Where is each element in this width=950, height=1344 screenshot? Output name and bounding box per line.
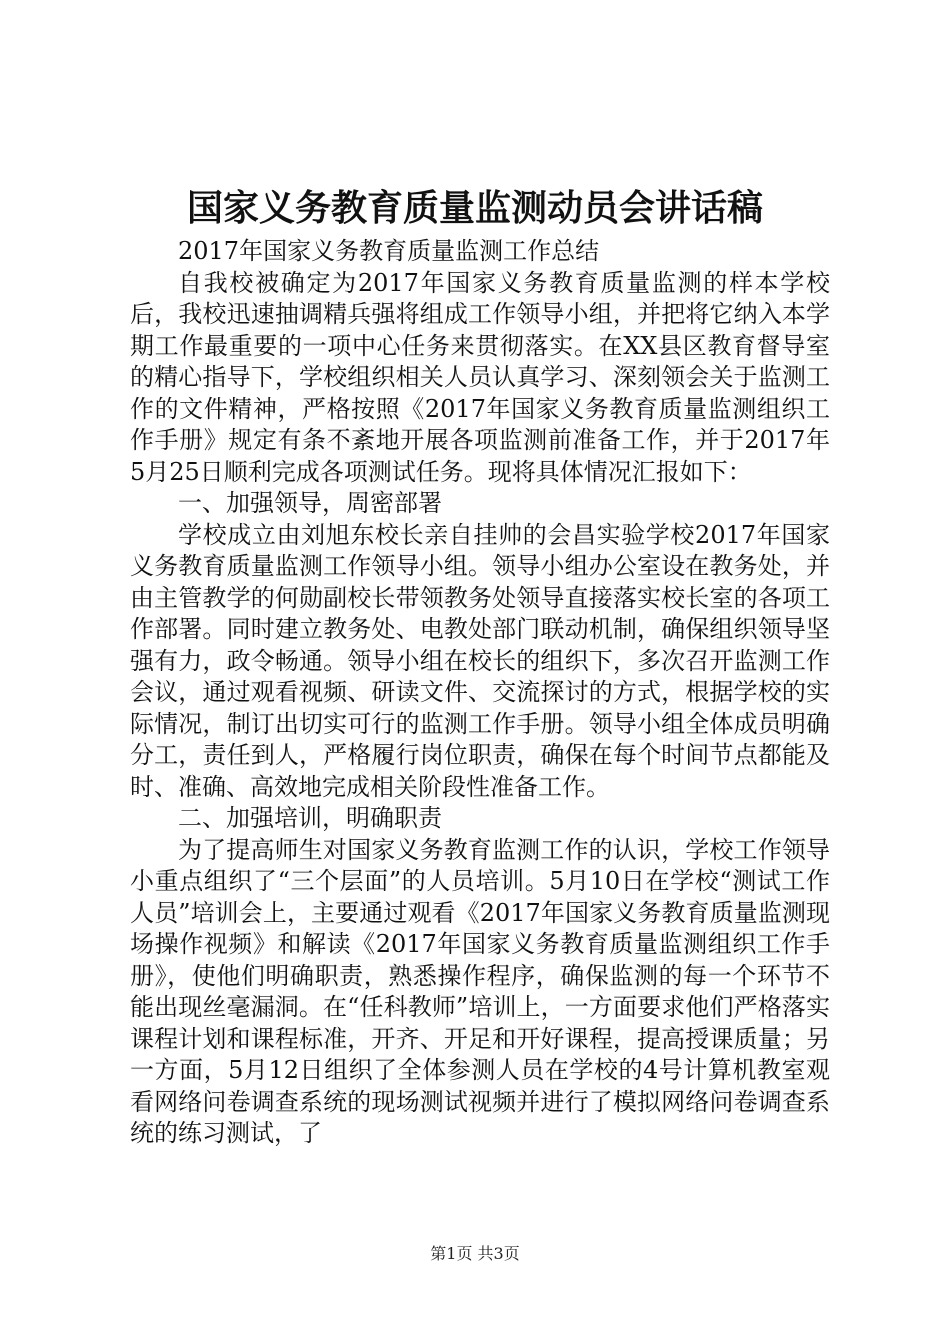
- paragraph-subtitle: 2017年国家义务教育质量监测工作总结: [178, 237, 600, 265]
- paragraph-section-1: 学校成立由刘旭东校长亲自挂帅的会昌实验学校2017年国家义务教育质量监测工作领导小组。领导小组办公室设在教务处，并由主管教学的何勋副校长带领教务处领导直接落实校长室的各项工作部署。同时建立教务处、电教处部门联动机制，确保组织领导坚强有力，政令畅通。领导小组在校长的组织下，多次召开监测工作会议，通过观看视频、研读文件、交流探讨的方式，根据学校的实际情况，制订出切实可行的监测工作手册。领导小组全体成员明确分工，责任到人，严格履行岗位职责，确保在每个时间节点都能及时、准确、高效地完成相关阶段性准备工作。: [130, 520, 830, 801]
- section-heading-1: 一、加强领导，周密部署: [178, 489, 442, 517]
- document-title: 国家义务教育质量监测动员会讲话稿: [186, 187, 763, 229]
- document-body: [130, 236, 830, 1150]
- section-heading-2: 二、加强培训，明确职责: [178, 804, 442, 832]
- page-footer: 第1页 共3页: [430, 1244, 520, 1263]
- paragraph-intro: 自我校被确定为2017年国家义务教育质量监测的样本学校后，我校迅速抽调精兵强将组成工作领导小组，并把将它纳入本学期工作最重要的一项中心任务来贯彻落实。在XX县区教育督导室的精心指导下，学校组织相关人员认真学习、深刻领会关于监测工作的文件精神，严格按照《2017年国家义务教育质量监测组织工作手册》规定有条不紊地开展各项监测前准备工作，并于2017年5月25日顺利完成各项测试任务。现将具体情况汇报如下：: [130, 268, 830, 486]
- paragraph-section-2: 为了提高师生对国家义务教育监测工作的认识，学校工作领导小重点组织了“三个层面”的人员培训。5月10日在学校“测试工作人员”培训会上，主要通过观看《2017年国家义务教育质量监测现场操作视频》和解读《2017年国家义务教育质量监测组织工作手册》，使他们明确职责，熟悉操作程序，确保监测的每一个环节不能出现丝毫漏洞。在“任科教师”培训上，一方面要求他们严格落实课程计划和课程标准，开齐、开足和开好课程，提高授课质量；另一方面，5月12日组织了全体参测人员在学校的4号计算机教室观看网络问卷调查系统的现场测试视频并进行了模拟网络问卷调查系统的练习测试，了: [130, 835, 830, 1147]
